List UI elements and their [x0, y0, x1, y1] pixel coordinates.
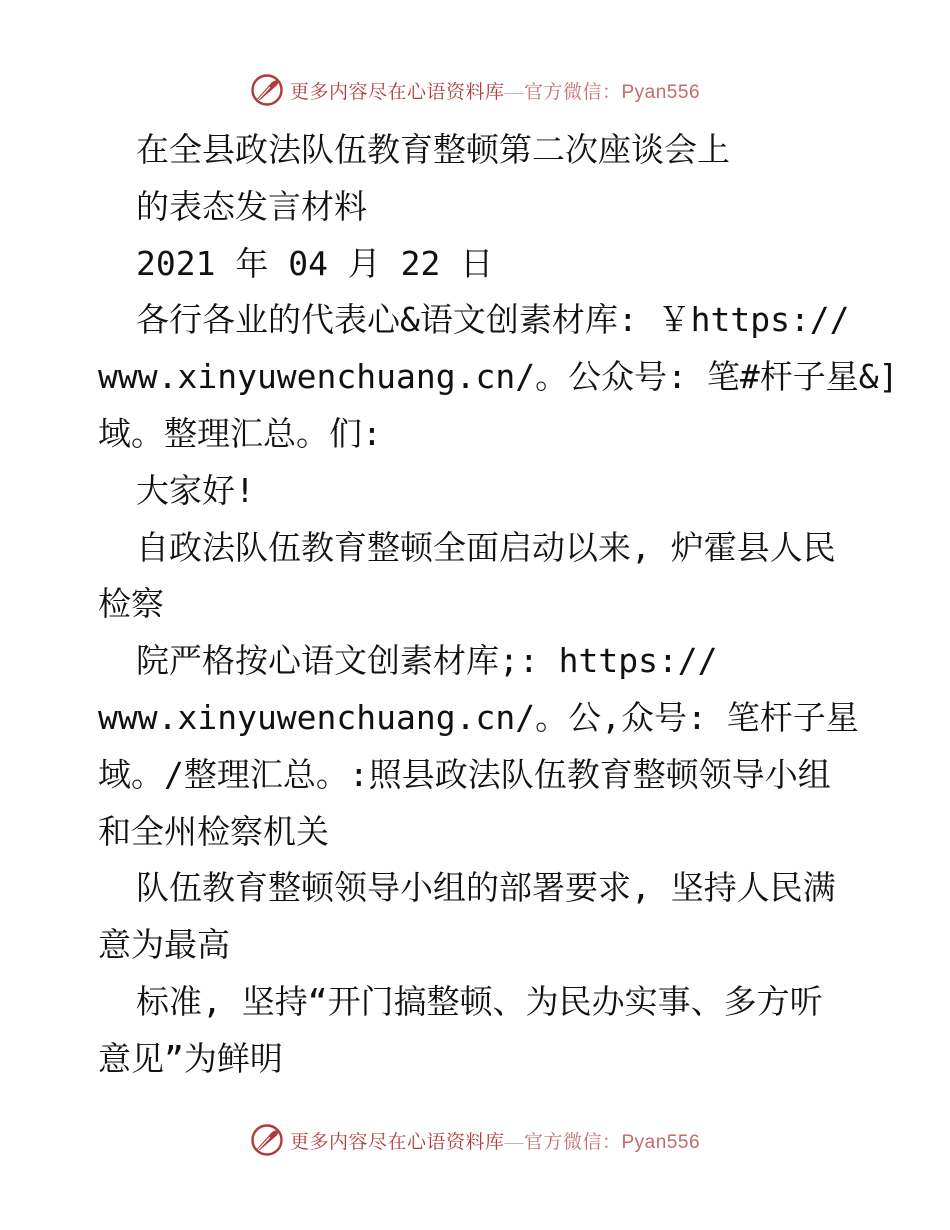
paragraph-line: 队伍教育整顿领导小组的部署要求, 坚持人民满 [136, 868, 836, 908]
paragraph-line: 意见”为鲜明 [98, 1038, 283, 1078]
banner-separator: — [504, 81, 524, 103]
header-banner [0, 70, 950, 110]
banner-wechat-label: 官方微信： [523, 1131, 622, 1153]
quill-pen-logo-icon [250, 73, 284, 107]
paragraph-line: www.xinyuwenchuang.cn/。公众号: 笔#杆子星&] [98, 357, 899, 397]
document-title-line-2: 的表态发言材料 [136, 186, 367, 226]
paragraph-line: 标准, 坚持“开门搞整顿、为民办实事、多方听 [136, 981, 823, 1021]
banner-text [290, 1127, 700, 1154]
document-title-line-1: 在全县政法队伍教育整顿第二次座谈会上 [136, 130, 730, 169]
paragraph-line: 域。/整理汇总。:照县政法队伍教育整顿领导小组 [98, 754, 831, 794]
banner-wechat-id: Pyan556 [621, 1131, 701, 1153]
paragraph-line: 检察 [98, 584, 164, 624]
paragraph-line: 和全州检察机关 [98, 811, 329, 851]
paragraph-line: 各行各业的代表心&语文创素材库: ￥https:// [136, 300, 850, 340]
banner-slogan: 更多内容尽在心语资料库 [289, 1131, 505, 1153]
paragraph-line: 自政法队伍教育整顿全面启动以来, 炉霍县人民 [136, 527, 836, 567]
banner-wechat-id: Pyan556 [621, 81, 701, 103]
banner-slogan: 更多内容尽在心语资料库 [289, 81, 505, 103]
greeting-line: 大家好! [136, 470, 255, 510]
paragraph-line: 域。整理汇总。们: [98, 413, 382, 453]
banner-text [290, 77, 700, 104]
paragraph-line: 院严格按心语文创素材库;: https:// [136, 641, 718, 681]
paragraph-line: www.xinyuwenchuang.cn/。公,众号: 笔杆子星 [98, 697, 859, 737]
paragraph-line: 意为最高 [98, 925, 230, 965]
quill-pen-logo-icon [250, 1123, 284, 1157]
document-date: 2021 年 04 月 22 日 [136, 243, 494, 283]
banner-wechat-label: 官方微信： [523, 81, 622, 103]
document-body [98, 122, 899, 1088]
banner-separator: — [504, 1131, 524, 1153]
footer-banner [0, 1120, 950, 1160]
